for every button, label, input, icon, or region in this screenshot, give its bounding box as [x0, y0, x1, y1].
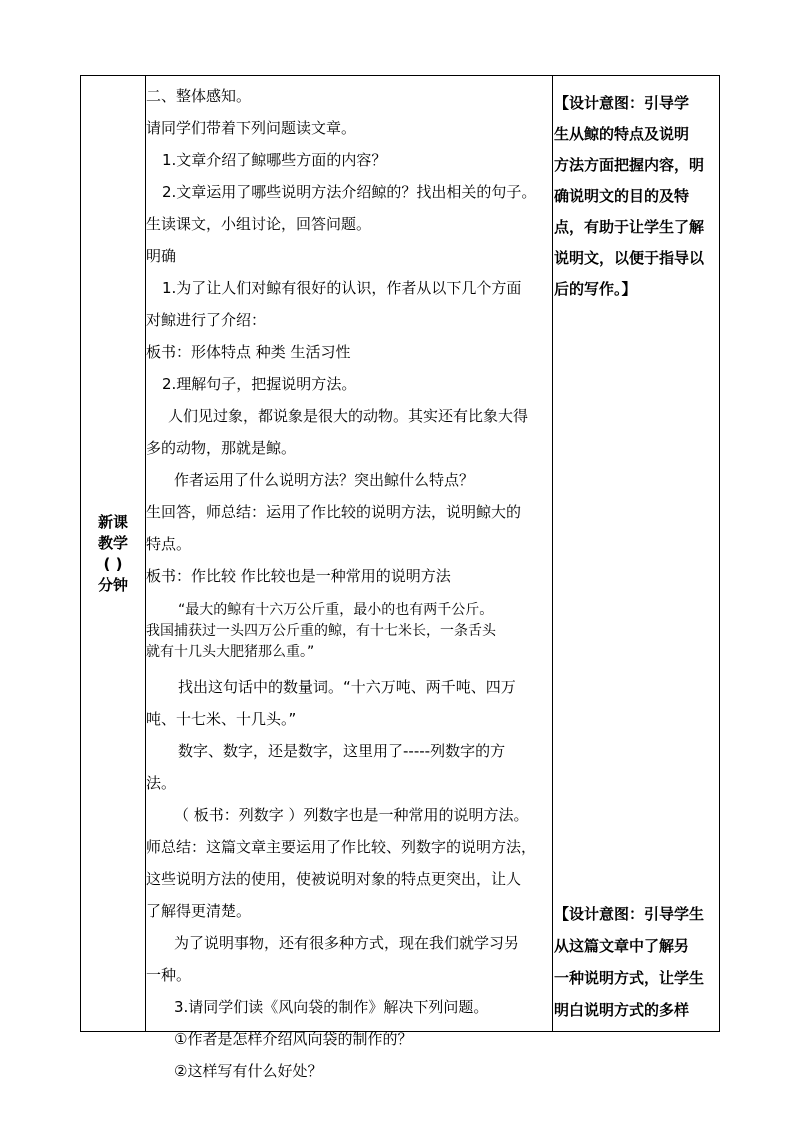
- content-line: 吨、十七米、十几头。”: [146, 710, 297, 728]
- content-line: ①作者是怎样介绍风向袋的制作的？: [174, 1030, 413, 1048]
- design-note-line: 后的写作。】: [554, 280, 637, 298]
- lesson-content: [146, 80, 550, 1087]
- content-line: 2.文章运用了哪些说明方法介绍鲸的？找出相关的句子。: [162, 183, 537, 201]
- content-line: 就有十几头大肥猪那么重。”: [146, 644, 315, 660]
- design-note-line: 确说明文的目的及特: [554, 187, 690, 205]
- content-line: 生读课文，小组讨论，回答问题。: [146, 215, 372, 233]
- content-line: 法。: [146, 774, 177, 792]
- content-line: 为了说明事物，还有很多种方式，现在我们就学习另: [174, 934, 520, 952]
- content-line: 请同学们带着下列问题读文章。: [146, 119, 357, 137]
- content-line: 1.为了让人们对鲸有很好的认识，作者从以下几个方面: [162, 279, 522, 297]
- content-line: 1.文章介绍了鲸哪些方面的内容？: [162, 151, 387, 169]
- content-line: 多的动物，那就是鲸。: [146, 439, 297, 457]
- column-divider-right: [552, 75, 553, 1032]
- content-line: “最大的鲸有十六万公斤重，最小的也有两千公斤。: [178, 602, 494, 618]
- section-label-line: 教学: [97, 534, 128, 552]
- design-note-line: 方法方面把握内容，明: [554, 156, 705, 174]
- design-note-line: 【设计意图：引导学: [554, 94, 690, 112]
- design-note-line: 一种说明方式，让学生: [554, 969, 705, 987]
- section-label: [82, 512, 144, 596]
- content-line: 这些说明方法的使用，使被说明对象的特点更突出，让人: [146, 870, 522, 888]
- design-note-line: 【设计意图：引导学生: [554, 905, 705, 923]
- content-line: 对鲸进行了介绍：: [146, 311, 267, 329]
- content-line: 2.理解句子，把握说明方法。: [162, 375, 357, 393]
- content-line: 师总结：这篇文章主要运用了作比较、列数字的说明方法，: [146, 838, 537, 856]
- content-line: 一种。: [146, 966, 192, 984]
- design-note-line: 点，有助于让学生了解: [554, 218, 705, 236]
- content-line: 作者运用了什么说明方法？突出鲸什么特点？: [174, 471, 475, 489]
- content-line: 板书：形体特点 种类 生活习性: [146, 343, 351, 361]
- content-line: 生回答，师总结：运用了作比较的说明方法，说明鲸大的: [146, 503, 522, 521]
- section-label-line: 分钟: [97, 576, 128, 594]
- section-label-line: 新课: [97, 513, 128, 531]
- content-line: 数字、数字，还是数字，这里用了-----列数字的方: [178, 742, 506, 760]
- design-note-2: [554, 898, 718, 1026]
- content-line: 明确: [146, 247, 177, 265]
- design-note-line: 说明文，以便于指导以: [554, 249, 705, 267]
- content-line: 板书：作比较 作比较也是一种常用的说明方法: [146, 567, 451, 585]
- section-label-time: ( ): [103, 555, 123, 573]
- content-line: 特点。: [146, 535, 192, 553]
- content-line: 二、整体感知。: [146, 87, 252, 105]
- content-line: （ 板书：列数字 ）列数字也是一种常用的说明方法。: [174, 806, 529, 824]
- design-note-line: 明白说明方式的多样: [554, 1001, 690, 1019]
- content-line: 3.请同学们读《风向袋的制作》解决下列问题。: [174, 998, 489, 1016]
- content-line: 找出这句话中的数量词。“十六万吨、两千吨、四万: [178, 678, 516, 696]
- design-note-1: [554, 88, 718, 305]
- content-line: ②这样写有什么好处？: [174, 1062, 323, 1080]
- content-line: 人们见过象，都说象是很大的动物。其实还有比象大得: [168, 407, 529, 425]
- design-note-line: 从这篇文章中了解另: [554, 937, 690, 955]
- content-line: 了解得更清楚。: [146, 902, 252, 920]
- design-note-line: 生从鲸的特点及说明: [554, 125, 690, 143]
- content-line: 我国捕获过一头四万公斤重的鲸，有十七米长，一条舌头: [146, 623, 496, 639]
